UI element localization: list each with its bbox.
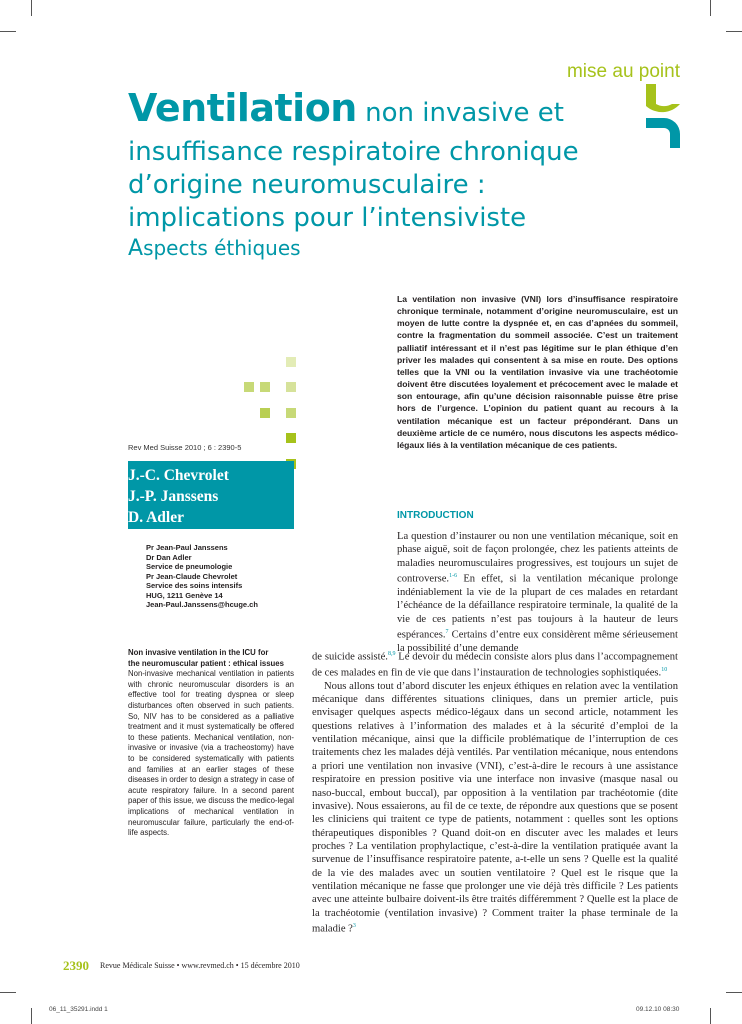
title-first-line-rest: non invasive et	[356, 98, 564, 128]
journal-logo-icon	[646, 84, 682, 150]
english-title: Non invasive ventilation in the ICU for	[128, 648, 269, 657]
body-text-column-upper: La question d’instaurer ou non une ventilation mécanique, soit en phase aiguë, soit de façon prolongée, chez les patients atteints de maladies neuromusculaires progressives, est toujours un sujet de controverse.$^{1-6}$ En effet, si la ventilation mécanique prolonge indéniablement la vie de la plupart de ces malades en retardant l’échéance de la défaillance respiratoire terminale, la qualité de la vie de ces patients n’est pas toujours à la hauteur de leurs espérances.$^7$ Certains d’entre eux considèrent même sérieusement la possibilité d’une demande	[397, 531, 678, 654]
crop-mark	[31, 0, 32, 16]
title-line: insuffisance respiratoire chronique	[128, 137, 579, 167]
citation-ref: 7	[445, 628, 449, 635]
english-abstract	[128, 648, 294, 839]
author-name: J.-P. Janssens	[128, 488, 219, 505]
section-heading: INTRODUCTION	[397, 510, 474, 521]
section-kicker: mise au point	[566, 61, 680, 82]
page-number: 2390	[63, 958, 89, 973]
citation-ref: 10	[661, 666, 668, 673]
citation-ref: 1-6	[449, 573, 458, 580]
citation-ref: 3	[352, 922, 356, 929]
english-abstract-text: Non-invasive mechanical ventilation in patients with chronic neuromuscular disorders is an effective tool for treating dyspnea or sleep disturbances often observed in such patients. So, NIV has to be considered as a palliative treatment and it must systematically be offered to these patients. Mechanical ventilation, non-invasive or invasive (via a tracheostomy) have to be considered systematically with patients and families at an earlier stages of these diseases in order to design a strategy in case of acute respiratory failure. In a second parent paper of this issue, we discuss the medico-legal implications of mechanical ventilation in neuromuscular failure, particularly the end-of-life aspects.	[128, 669, 294, 838]
author-name: D. Adler	[128, 509, 184, 526]
title-main-word: Ventilation	[128, 86, 357, 130]
crop-mark	[726, 992, 742, 993]
author-email: Jean-Paul.Janssens@hcuge.ch	[146, 600, 258, 609]
crop-mark	[710, 0, 711, 16]
citation-ref: 8,9	[387, 651, 396, 657]
journal-footer: Revue Médicale Suisse • www.revmed.ch • 15 décembre 2010	[100, 961, 300, 970]
french-abstract: La ventilation non invasive (VNI) lors d’insuffisance respiratoire chronique terminale, notamment d’origine neuromusculaire, est un moyen de lutte contre la dyspnée et, en cas d’apnées du sommeil, contre la fragmentation du sommeil associée. C’est un traitement palliatif intéressant et il n’est pas légitime sur le plan éthique d’en priver les malades qui consentent à sa mise en route. Des options telles que la VNI ou la ventilation invasive via une trachéotomie doivent être discutées loyalement et précocement avec le malade et son entourage, afin qu’une décision raisonnable puisse être prise hors de l’urgence. L’opinion du patient quant au recours à la ventilation mécanique est un facteur prépondérant. Dans un deuxième article de ce numéro, nous discutons les aspects médico-légaux liés à la ventilation mécanique de ces patients.	[397, 294, 678, 450]
crop-mark	[0, 992, 16, 993]
title-line: implications pour l’intensiviste	[128, 203, 527, 233]
body-text-column-lower: de suicide assisté.$^{8,9}$ Le devoir du médecin consiste alors plus dans l’accompagnement de ces malades en fin de vie que dans l’instauration de technologies sophistiquées.$^{10}$ Nous allons tout d’abord discuter les enjeux éthiques en relation avec la ventilation mécanique dans différentes situations cliniques, dans un premier article, puis envisager quelques aspects médico-légaux dans un second article, notamment les questions relatives à l’information des malades et à la sécurité d’emploi de la ventilation mécanique, ainsi que la difficile problématique de l’interruption de ces traitements chez les malades déjà ventilés. Par ventilation mécanique, nous entendons a priori une ventilation non invasive (VNI), c’est-à-dire le recours à une assistance respiratoire en pression positive via une interface non invasive (masque nasal ou naso-buccal, embout buccal), par opposition à la ventilation par trachéotomie (dite invasive). Nous essaierons, au fil de ce texte, de répondre aux questions que se posent les cliniciens qui traitent ce type de patients, notamment : quelles sont les options thérapeutiques disponibles ? Quand doit-on en discuter avec les malades et leurs proches ? La ventilation prophylactique, c’est-à-dire la ventilation pratiquée avant la survenue de l’insuffisance respiratoire patente, a-t-elle un sens ? Quelle est la qualité de la vie des malades avec un soutien ventilatoire ? Quel est le risque que la ventilation mécanique ne fasse que prolonger une vie déjà très difficile ? Les patients avec une atteinte bulbaire doivent-ils être traités différemment ? Quelle est la place de la trachéotomie (ventilation invasive) ? Comment traiter la phase terminale de la maladie ?$^3$	[312, 651, 678, 935]
print-slug-file: 06_11_35291.indd 1	[49, 1006, 108, 1013]
print-slug-date: 09.12.10 08:30	[636, 1006, 680, 1013]
crop-mark	[31, 1008, 32, 1024]
english-title: the neuromuscular patient : ethical issues	[128, 658, 284, 668]
authors-box	[128, 461, 294, 529]
article-subtitle: Aspects éthiques	[128, 236, 301, 261]
author-name: J.-C. Chevrolet	[128, 467, 229, 484]
article-title	[128, 88, 628, 235]
affiliation: Pr Jean-Paul Janssens Dr Dan Adler Service de pneumologie Pr Jean-Claude Chevrolet Service des soins intensifs HUG, 1211 Genève 14 Jean-Paul.Janssens@hcuge.ch	[146, 543, 258, 609]
title-line: d’origine neuromusculaire :	[128, 170, 486, 200]
crop-mark	[726, 31, 742, 32]
crop-mark	[0, 31, 16, 32]
crop-mark	[710, 1008, 711, 1024]
citation-reference: Rev Med Suisse 2010 ; 6 : 2390-5	[128, 443, 242, 452]
